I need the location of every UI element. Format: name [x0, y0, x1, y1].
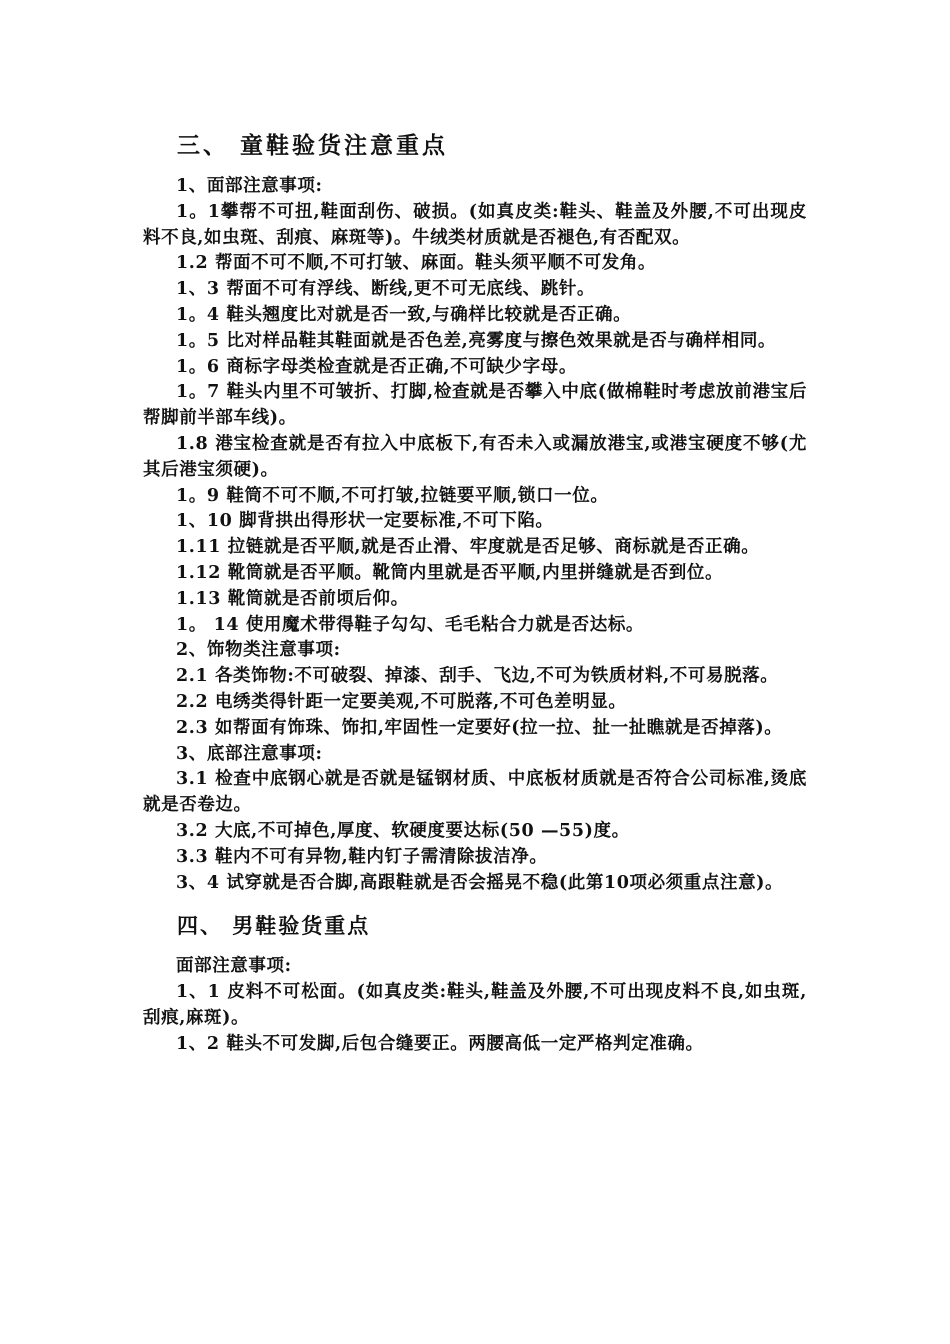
paragraph-line: 1。7 鞋头内里不可皱折、打脚,检查就是否攀入中底(做棉鞋时考虑放前港宝后帮脚前半部车线)。 [143, 382, 807, 429]
paragraph-line: 1。5 比对样品鞋其鞋面就是否色差,亮雾度与擦色效果就是否与确样相同。 [176, 330, 777, 351]
paragraph-line: 1.2 帮面不可不顺,不可打皱、麻面。鞋头须平顺不可发角。 [176, 253, 657, 274]
paragraph-line: 1。4 鞋头翘度比对就是否一致,与确样比较就是否正确。 [176, 304, 632, 325]
paragraph-line: 3.1 检查中底钢心就是否就是锰钢材质、中底板材质就是否符合公司标准,烫底就是否卷边。 [143, 769, 807, 816]
paragraph-line: 3、4 试穿就是否合脚,高跟鞋就是否会摇晃不稳(此第10项必须重点注意)。 [176, 872, 784, 893]
section-heading-mens-shoes: 四、 男鞋验货重点 [177, 913, 371, 939]
paragraph-line: 1、2 鞋头不可发脚,后包合缝要正。两腰高低一定严格判定准确。 [176, 1033, 704, 1054]
paragraph-line: 1.8 港宝检查就是否有拉入中底板下,有否未入或漏放港宝,或港宝硬度不够(尤其后港宝须硬)。 [143, 433, 807, 480]
paragraph-line: 1、3 帮面不可有浮线、断线,更不可无底线、跳针。 [176, 279, 596, 300]
paragraph-line: 1。6 商标字母类检查就是否正确,不可缺少字母。 [176, 356, 577, 377]
paragraph-line: 1。 14 使用魔术带得鞋子勾勾、毛毛粘合力就是否达标。 [176, 614, 645, 635]
paragraph-line: 1、10 脚背拱出得形状一定要标准,不可下陷。 [176, 511, 554, 532]
paragraph-line: 2.3 如帮面有饰珠、饰扣,牢固性一定要好(拉一拉、扯一扯瞧就是否掉落)。 [176, 717, 783, 738]
paragraph-line: 1.13 靴筒就是否前顷后仰。 [176, 588, 409, 609]
subsection-heading: 3、底部注意事项: [176, 743, 323, 764]
paragraph-line: 3.3 鞋内不可有异物,鞋内钉子需清除拔洁净。 [176, 846, 548, 867]
paragraph-line: 1。1攀帮不可扭,鞋面刮伤、破损。(如真皮类:鞋头、鞋盖及外腰,不可出现皮料不良,如虫斑、刮痕、麻斑等)。牛绒类材质就是否褪色,有否配双。 [143, 201, 807, 248]
subsection-heading: 2、饰物类注意事项: [176, 640, 341, 661]
paragraph-line: 1.11 拉链就是否平顺,就是否止滑、牢度就是否足够、商标就是否正确。 [176, 537, 760, 558]
document-page [143, 130, 807, 1058]
paragraph-line: 3.2 大底,不可掉色,厚度、软硬度要达标(50 —55)度。 [176, 820, 630, 841]
paragraph-line: 1、面部注意事项: [176, 176, 323, 196]
paragraph-line: 1。9 鞋筒不可不顺,不可打皱,拉链要平顺,锁口一位。 [176, 485, 609, 506]
paragraph-line: 2.2 电绣类得针距一定要美观,不可脱落,不可色差明显。 [176, 691, 627, 712]
paragraph-line: 1、1 皮料不可松面。(如真皮类:鞋头,鞋盖及外腰,不可出现皮料不良,如虫斑,刮痕,麻斑)。 [143, 982, 807, 1028]
paragraph-line: 1.12 靴筒就是否平顺。靴筒内里就是否平顺,内里拼缝就是否到位。 [176, 562, 724, 583]
section-heading-kids-shoes: 三、 童鞋验货注意重点 [177, 132, 449, 159]
subsection-heading: 面部注意事项: [176, 956, 292, 977]
paragraph-line: 2.1 各类饰物:不可破裂、掉漆、刮手、飞边,不可为铁质材料,不可易脱落。 [176, 666, 779, 687]
